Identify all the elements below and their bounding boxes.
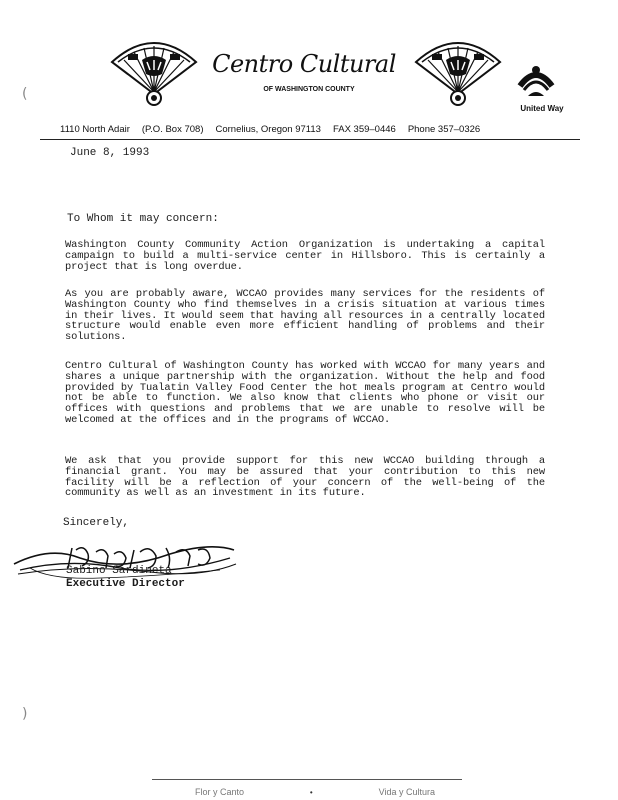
closing: Sincerely, [63,517,130,529]
united-way-label: United Way [520,104,564,113]
letterhead-divider [40,139,580,140]
footer-left: Flor y Canto [195,787,245,797]
fan-emblem-icon [104,30,204,110]
margin-mark: ( [22,86,28,102]
address-city: Cornelius, Oregon 97113 [215,124,321,135]
letter-date: June 8, 1993 [70,147,150,159]
salutation: To Whom it may concern: [67,213,219,225]
org-name: Centro Cultural [212,50,396,78]
address-phone: Phone 357–0326 [407,124,481,135]
signer-title: Executive Director [66,578,185,590]
address-po-box: (P.O. Box 708) [141,124,204,135]
paragraph: We ask that you provide support for this new WCCAO building through a financial grant. You may be assured that your contribution to this new facility will be a reflection of your concern of the well-being of the community as well as an investment in its future. [65,455,545,500]
paragraph: Washington County Community Action Organization is undertaking a capital campaign to build a multi-service center in Hillsboro. This is certainly a project that is long overdue. [65,239,545,273]
margin-mark: ) [22,706,28,722]
address-line [60,124,560,135]
united-way-icon [516,60,556,100]
address-street: 1110 North Adair [60,124,130,135]
org-subtitle: OF WASHINGTON COUNTY [263,86,355,93]
footer-separator: • [309,787,313,797]
footer-right: Vida y Cultura [378,787,435,797]
address-fax: FAX 359–0446 [332,124,396,135]
footer [195,787,435,797]
signer-name: Sabino Sardineta [66,565,172,577]
paragraph: As you are probably aware, WCCAO provides many services for the residents of Washington County who find themselves in a crisis situation at various times in their lives. It would seem that having all resources in a centrally located structure would enable even more efficient handling of problems and their solutions. [65,288,545,344]
paragraph: Centro Cultural of Washington County has worked with WCCAO for many years and shares a unique partnership with the organization. Without the help and food provided by Tualatin Valley Food Center the hot meals program at Centro would not be able to function. We also know that clients who phone or visit our offices with questions and problems that we are unable to resolve will be welcomed at the offices and in the programs of WCCAO. [65,360,545,426]
footer-divider [152,779,462,780]
fan-emblem-icon [408,30,508,110]
